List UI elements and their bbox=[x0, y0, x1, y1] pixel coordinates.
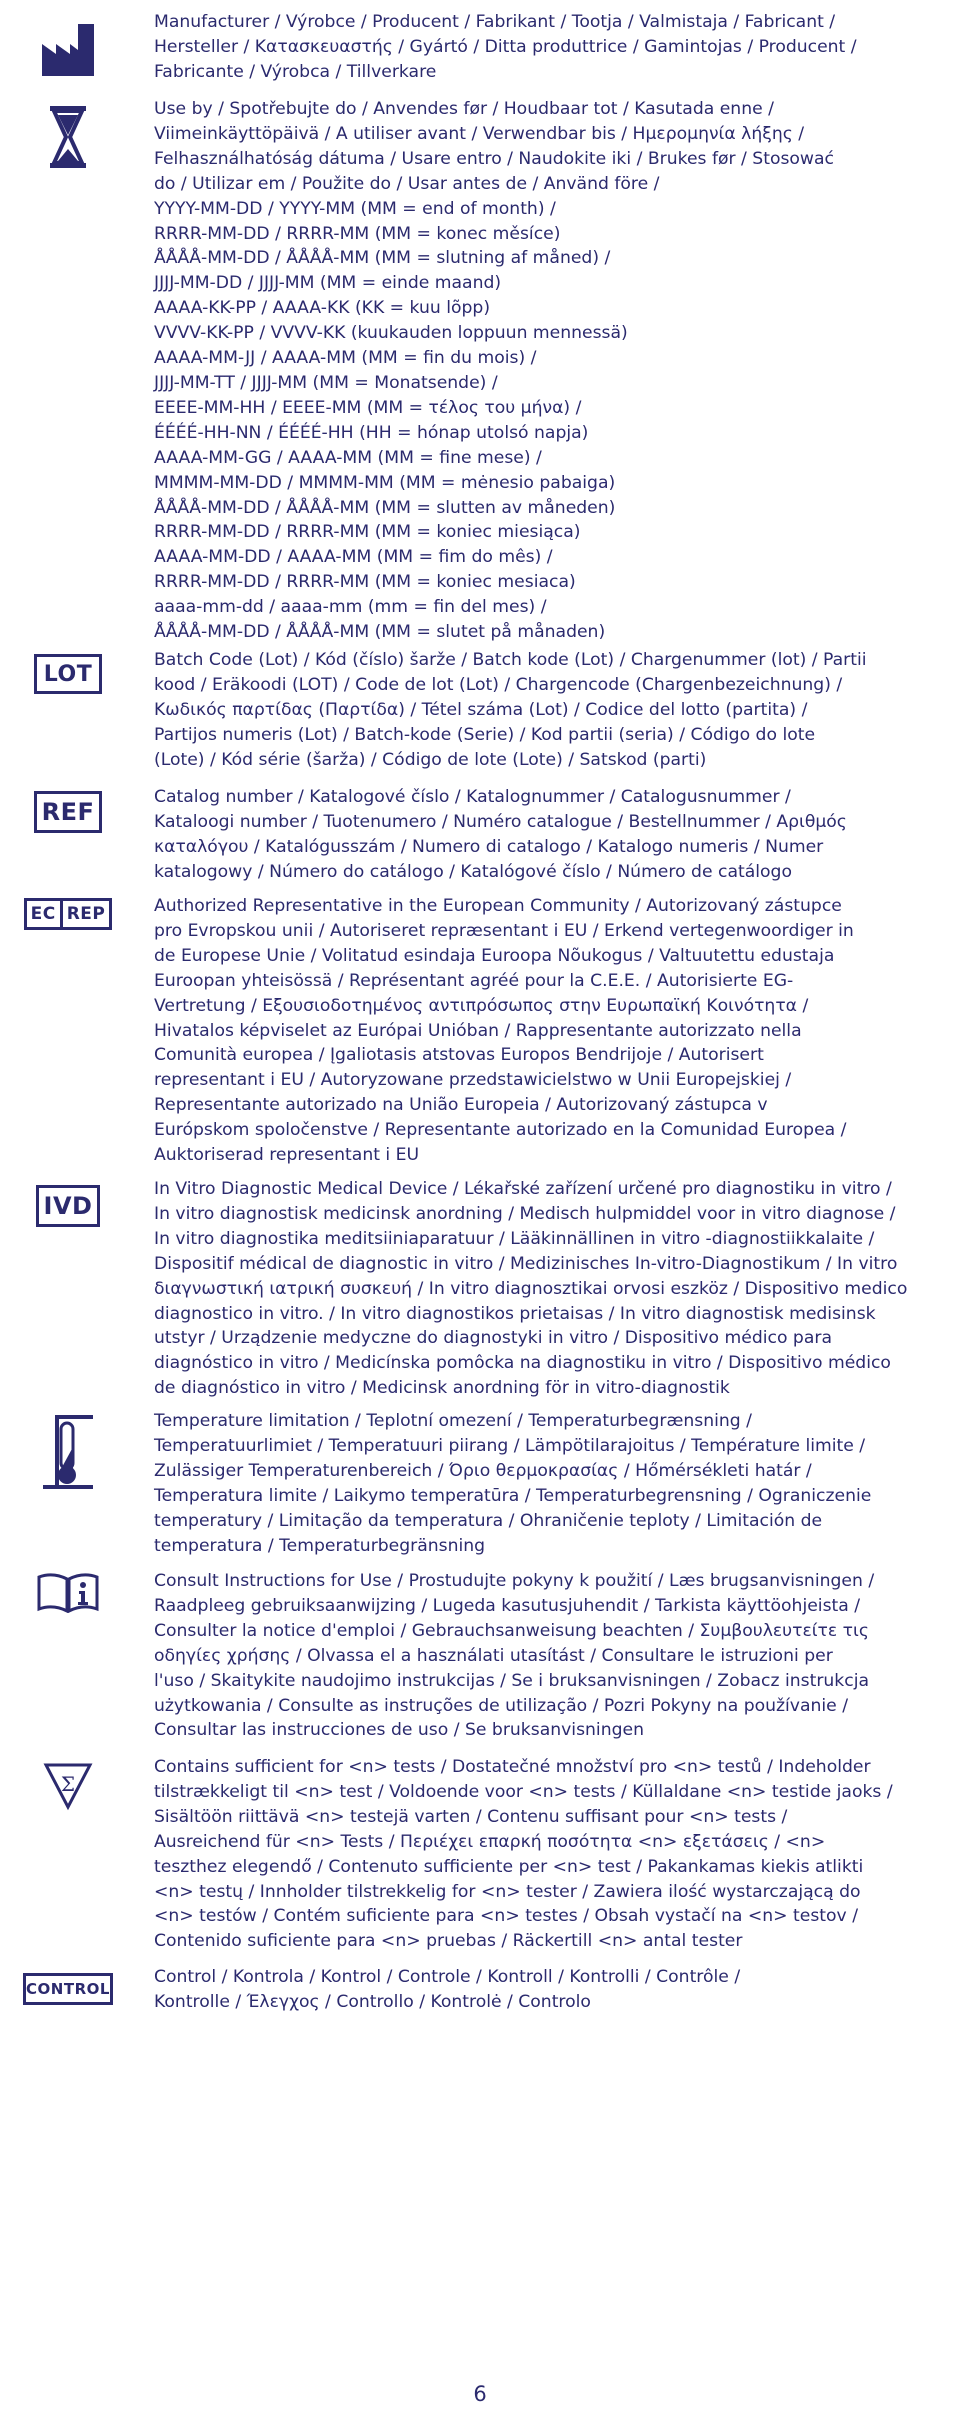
text-line: representant i EU / Autoryzowane przedstawicielstwo w Unii Europejskiej / bbox=[154, 1070, 792, 1091]
text-line: kood / Eräkoodi (LOT) / Code de lot (Lot) / Chargencode (Chargenbezeichnung) / bbox=[154, 674, 843, 695]
text-line: Hersteller / Κατασκευαστής / Gyártó / Ditta produttrice / Gamintojas / Producent / bbox=[154, 36, 857, 57]
manufacturer-text bbox=[154, 10, 948, 85]
control-text bbox=[154, 1965, 948, 2015]
text-line: aaaa-mm-dd / aaaa-mm (mm = fin del mes) / bbox=[154, 597, 547, 618]
manufacturer-factory-icon bbox=[28, 18, 108, 78]
text-line: l'uso / Skaitykite naudojimo instrukcijas / Se i bruksanvisningen / Zobacz instrukcja bbox=[154, 1670, 870, 1691]
text-line: diagnostico in vitro. / In vitro diagnostikos prietaisas / In vitro diagnostisk medisinsk bbox=[154, 1303, 876, 1324]
text-line: Temperature limitation / Teplotní omezení / Temperaturbegrænsning / bbox=[154, 1411, 752, 1431]
hourglass-use-by-icon bbox=[28, 105, 108, 169]
text-line: teszthez elegendő / Contenuto sufficiente per <n> test / Pakankamas kiekis atlikti bbox=[154, 1856, 864, 1877]
text-line: Euroopan yhteisössä / Représentant agréé pour la C.E.E. / Autorisierte EG- bbox=[154, 970, 794, 991]
text-line: katalogowy / Número do catálogo / Katalógové číslo / Número de catálogo bbox=[154, 861, 792, 882]
text-line: Partijos numeris (Lot) / Batch-kode (Serie) / Kod partii (seria) / Código do lote bbox=[154, 724, 816, 745]
text-line: użytkowania / Consulte as instruções de utilização / Pozri Pokyny na používanie / bbox=[154, 1695, 849, 1716]
ec-rep-text bbox=[154, 894, 948, 1168]
text-line: Kontrolle / Έλεγχος / Controllo / Kontrolė / Controlo bbox=[154, 1991, 591, 2012]
sigma-sufficient-tests-icon bbox=[28, 1761, 108, 1811]
text-line: <n> testų / Innholder tilstrekkelig for <n> tester / Zawiera ilość wystarczającą do bbox=[154, 1881, 861, 1902]
text-line: Felhasználhatóság dátuma / Usare entro / Naudokite iki / Brukes før / Stosować bbox=[154, 148, 834, 169]
text-line: Dispositif médical de diagnostic in vitro / Medizinisches In-vitro-Diagnostikum / In vitro bbox=[154, 1253, 898, 1274]
text-line: In vitro diagnostika meditsiiniaparatuur / Lääkinnällinen in vitro -diagnostiikkalaite / bbox=[154, 1228, 875, 1249]
text-line: Consultar las instrucciones de uso / Se bruksanvisningen bbox=[154, 1720, 644, 1741]
text-line: VVVV-KK-PP / VVVV-KK (kuukauden loppuun mennessä) bbox=[154, 323, 628, 344]
text-line: Fabricante / Výrobca / Tillverkare bbox=[154, 61, 437, 82]
text-line: Representante autorizado na União Europeia / Autorizovaný zástupca v bbox=[154, 1095, 768, 1116]
ivd-icon-label: IVD bbox=[43, 1192, 93, 1220]
temperature-limit-icon bbox=[28, 1409, 108, 1489]
text-line: Manufacturer / Výrobce / Producent / Fabrikant / Tootja / Valmistaja / Fabricant / bbox=[154, 12, 836, 32]
text-line: οδηγίες χρήσης / Olvassa el a használati utasítást / Consultare le istruzioni per bbox=[154, 1645, 833, 1666]
text-line: Vertretung / Εξουσιοδοτημένος αντιπρόσωπος στην Ευρωπαϊκή Κοινότητα / bbox=[154, 995, 809, 1016]
text-line: ÉÉÉÉ-HH-NN / ÉÉÉÉ-HH (HH = hónap utolsó napja) bbox=[154, 422, 589, 443]
text-line: ÅÅÅÅ-MM-DD / ÅÅÅÅ-MM (MM = slutet på månaden) bbox=[154, 622, 606, 643]
text-line: pro Evropskou unii / Autoriseret repræsentant i EU / Erkend vertegenwoordiger in bbox=[154, 920, 854, 941]
text-line: AAAA-MM-GG / AAAA-MM (MM = fine mese) / bbox=[154, 447, 542, 468]
text-line: Consulter la notice d'emploi / Gebrauchsanweisung beachten / Συμβουλευτείτε τις bbox=[154, 1620, 869, 1641]
text-line: Κωδικός παρτίδας (Παρτίδα) / Tétel száma (Lot) / Codice del lotto (partita) / bbox=[154, 699, 808, 720]
use-by-text bbox=[154, 97, 948, 645]
text-line: Temperatuurlimiet / Temperatuuri piirang / Lämpötilarajoitus / Température limite / bbox=[154, 1435, 866, 1456]
lot-box-icon bbox=[34, 654, 102, 694]
text-line: AAAA-KK-PP / AAAA-KK (KK = kuu lõpp) bbox=[154, 298, 491, 319]
text-line: Control / Kontrola / Kontrol / Controle / Kontroll / Kontrolli / Contrôle / bbox=[154, 1967, 741, 1987]
text-line: Auktoriserad representant i EU bbox=[154, 1145, 420, 1166]
control-box-icon bbox=[23, 1973, 113, 2005]
text-line: Viimeinkäyttöpäivä / A utiliser avant / Verwendbar bis / Ημερομηνία λήξης / bbox=[154, 123, 805, 144]
svg-text:Σ: Σ bbox=[60, 1772, 76, 1796]
ivd-box-icon bbox=[36, 1185, 100, 1227]
sufficient-tests-text bbox=[154, 1755, 948, 1954]
rep-icon-label: REP bbox=[66, 904, 106, 924]
text-line: tilstrækkeligt til <n> test / Voldoende voor <n> tests / Küllaldane <n> testide jaoks / bbox=[154, 1781, 893, 1802]
text-line: διαγνωστική ιατρική συσκευή / In vitro diagnosztikai orvosi eszköz / Dispositivo medico bbox=[154, 1278, 908, 1299]
text-line: AAAA-MM-JJ / AAAA-MM (MM = fin du mois) / bbox=[154, 348, 537, 369]
text-line: YYYY-MM-DD / YYYY-MM (MM = end of month) / bbox=[154, 198, 556, 219]
text-line: RRRR-MM-DD / RRRR-MM (MM = koniec miesiąca) bbox=[154, 522, 581, 543]
consult-instructions-text bbox=[154, 1569, 948, 1743]
text-line: In Vitro Diagnostic Medical Device / Lékařské zařízení určené pro diagnostiku in vitro / bbox=[154, 1179, 892, 1199]
text-line: diagnóstico in vitro / Medicínska pomôcka na diagnostiku in vitro / Dispositivo médico bbox=[154, 1353, 891, 1374]
text-line: καταλόγου / Katalógusszám / Numero di catalogo / Katalogo numeris / Numer bbox=[154, 836, 824, 857]
text-line: Batch Code (Lot) / Kód (číslo) šarže / Batch kode (Lot) / Chargenummer (lot) / Partii bbox=[154, 650, 867, 670]
text-line: <n> testów / Contém suficiente para <n> testes / Obsah vystačí na <n> testov / bbox=[154, 1906, 858, 1927]
text-line: Raadpleeg gebruiksaanwijzing / Lugeda kasutusjuhendit / Tarkista käyttöohjeista / bbox=[154, 1595, 861, 1616]
ref-icon-label: REF bbox=[41, 798, 95, 826]
text-line: Catalog number / Katalogové číslo / Katalognummer / Catalogusnummer / bbox=[154, 787, 791, 807]
lot-icon-label: LOT bbox=[43, 661, 93, 687]
text-line: Hivatalos képviselet az Európai Unióban / Rappresentante autorizzato nella bbox=[154, 1020, 802, 1041]
text-line: Contains sufficient for <n> tests / Dostatečné množství pro <n> testů / Indeholder bbox=[154, 1757, 871, 1777]
text-line: temperatura / Temperaturbegränsning bbox=[154, 1535, 486, 1556]
page-number: 6 bbox=[473, 2382, 487, 2406]
ivd-text bbox=[154, 1177, 948, 1401]
ref-text bbox=[154, 785, 948, 885]
text-line: RRRR-MM-DD / RRRR-MM (MM = konec měsíce) bbox=[154, 223, 561, 244]
control-icon-label: CONTROL bbox=[26, 1980, 110, 1998]
text-line: In vitro diagnostisk medicinsk anordning / Medisch hulpmiddel voor in vitro diagnose / bbox=[154, 1203, 896, 1224]
text-line: de Europese Unie / Volitatud esindaja Euroopa Nõukogus / Valtuutettu edustaja bbox=[154, 945, 835, 966]
lot-text bbox=[154, 648, 948, 773]
text-line: ÅÅÅÅ-MM-DD / ÅÅÅÅ-MM (MM = slutten av måneden) bbox=[154, 497, 616, 518]
text-line: JJJJ-MM-DD / JJJJ-MM (MM = einde maand) bbox=[154, 273, 502, 294]
text-line: EEEE-MM-HH / EEEE-MM (MM = τέλος του μήνα) / bbox=[154, 397, 582, 418]
text-line: de diagnóstico in vitro / Medicinsk anordning för in vitro-diagnostik bbox=[154, 1378, 730, 1399]
text-line: temperatury / Limitação da temperatura / Ohraničenie teploty / Limitación de bbox=[154, 1510, 823, 1531]
text-line: ÅÅÅÅ-MM-DD / ÅÅÅÅ-MM (MM = slutning af måned) / bbox=[154, 248, 611, 269]
ref-box-icon bbox=[34, 791, 102, 833]
ec-rep-box-icon bbox=[24, 898, 113, 930]
text-line: Zulässiger Temperaturenbereich / Όριο θερμοκρασίας / Hőmérsékleti határ / bbox=[154, 1460, 812, 1481]
text-line: RRRR-MM-DD / RRRR-MM (MM = koniec mesiaca) bbox=[154, 572, 576, 593]
text-line: Temperatura limite / Laikymo temperatūra / Temperaturbegrensning / Ograniczenie bbox=[154, 1485, 872, 1506]
text-line: do / Utilizar em / Použite do / Usar antes de / Använd före / bbox=[154, 173, 660, 194]
text-line: Comunità europea / Įgaliotasis atstovas Europos Bendrijoje / Autorisert bbox=[154, 1045, 764, 1066]
text-line: Contenido suficiente para <n> pruebas / Räckertill <n> antal tester bbox=[154, 1931, 743, 1952]
text-line: utstyr / Urządzenie medyczne do diagnostyki in vitro / Dispositivo médico para bbox=[154, 1328, 832, 1349]
text-line: Sisältöön riittävä <n> testejä varten / Contenu suffisant pour <n> tests / bbox=[154, 1806, 788, 1827]
text-line: Use by / Spotřebujte do / Anvendes før / Houdbaar tot / Kasutada enne / bbox=[154, 99, 774, 119]
text-line: Európskom spoločenstve / Representante autorizado en la Comunidad Europea / bbox=[154, 1120, 847, 1141]
consult-instructions-book-icon bbox=[28, 1573, 108, 1613]
text-line: AAAA-MM-DD / AAAA-MM (MM = fim do mês) / bbox=[154, 547, 553, 568]
text-line: MMMM-MM-DD / MMMM-MM (MM = mėnesio pabaiga) bbox=[154, 472, 616, 493]
text-line: JJJJ-MM-TT / JJJJ-MM (MM = Monatsende) / bbox=[154, 372, 498, 393]
text-line: Kataloogi number / Tuotenumero / Numéro catalogue / Bestellnummer / Αριθμός bbox=[154, 811, 847, 832]
text-line: Ausreichend für <n> Tests / Περιέχει επαρκή ποσότητα <n> εξετάσεις / <n> bbox=[154, 1831, 826, 1852]
text-line: Authorized Representative in the European Community / Autorizovaný zástupce bbox=[154, 896, 842, 916]
text-line: (Lote) / Kód série (šarža) / Código de lote (Lote) / Satskod (parti) bbox=[154, 749, 707, 770]
temperature-text bbox=[154, 1409, 948, 1558]
ec-icon-label: EC bbox=[27, 901, 63, 927]
text-line: Consult Instructions for Use / Prostudujte pokyny k použití / Læs brugsanvisningen / bbox=[154, 1571, 875, 1591]
